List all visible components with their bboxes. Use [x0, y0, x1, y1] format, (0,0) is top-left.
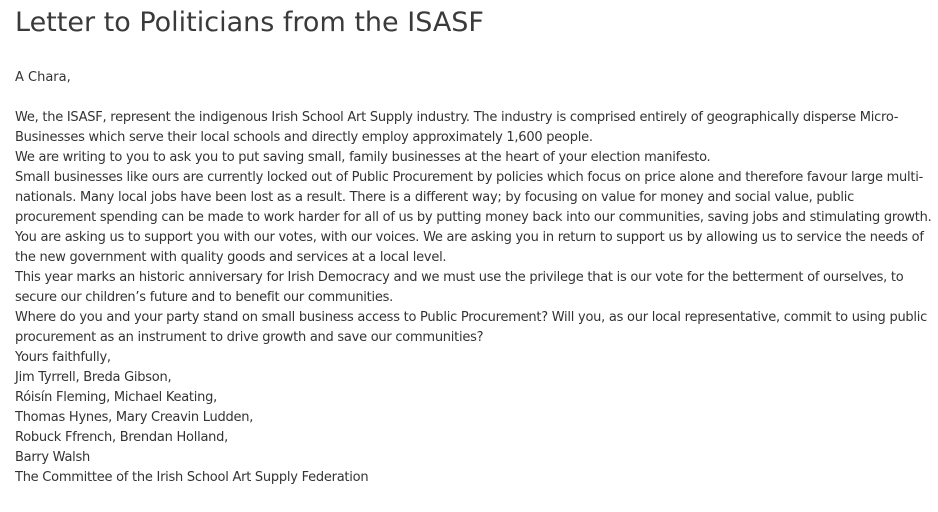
paragraph-anniversary: This year marks an historic anniversary for Irish Democracy and we must use the privilege that is our vote for the betterment of ourselves, to secure our children’s future and to benefit our communities. [15, 270, 904, 305]
signatories [15, 368, 932, 468]
letter-body [15, 108, 932, 488]
paragraph-intro: We, the ISASF, represent the indigenous Irish School Art Supply industry. The industry is comprised entirely of geographically disperse Micro-Businesses which serve their local schools and directly employ approximately 1,600 people. [15, 110, 899, 145]
paragraph-question: Where do you and your party stand on small business access to Public Procurement? Will you, as our local representative, commit to using public procurement as an instrument to drive growth and save our communities? [15, 310, 928, 345]
committee-signature: The Committee of the Irish School Art Supply Federation [15, 470, 369, 485]
signatory-line: Jim Tyrrell, Breda Gibson, [15, 370, 172, 385]
salutation: A Chara, [15, 70, 71, 85]
signatory-line: Róisín Fleming, Michael Keating, [15, 390, 217, 405]
signatory-line: Barry Walsh [15, 450, 91, 465]
signatory-line: Thomas Hynes, Mary Creavin Ludden, [15, 410, 254, 425]
page-title: Letter to Politicians from the ISASF [15, 7, 484, 38]
signatory-line: Robuck Ffrench, Brendan Holland, [15, 430, 229, 445]
paragraph-procurement: Small businesses like ours are currently locked out of Public Procurement by policies which focus on price alone and therefore favour large multi-nationals. Many local jobs have been lost as a result. There is a different way; by focusing on value for money and social value, public procurement spending can be made to work harder for all of us by putting money back into our communities, saving jobs and stimulating growth. You are asking us to support you with our votes, with our voices. We are asking you in return to support us by allowing us to service the needs of the new government with quality goods and services at a local level. [15, 170, 932, 265]
paragraph-request: We are writing to you to ask you to put saving small, family businesses at the heart of your election manifesto. [15, 150, 711, 165]
signoff: Yours faithfully, [15, 350, 111, 365]
